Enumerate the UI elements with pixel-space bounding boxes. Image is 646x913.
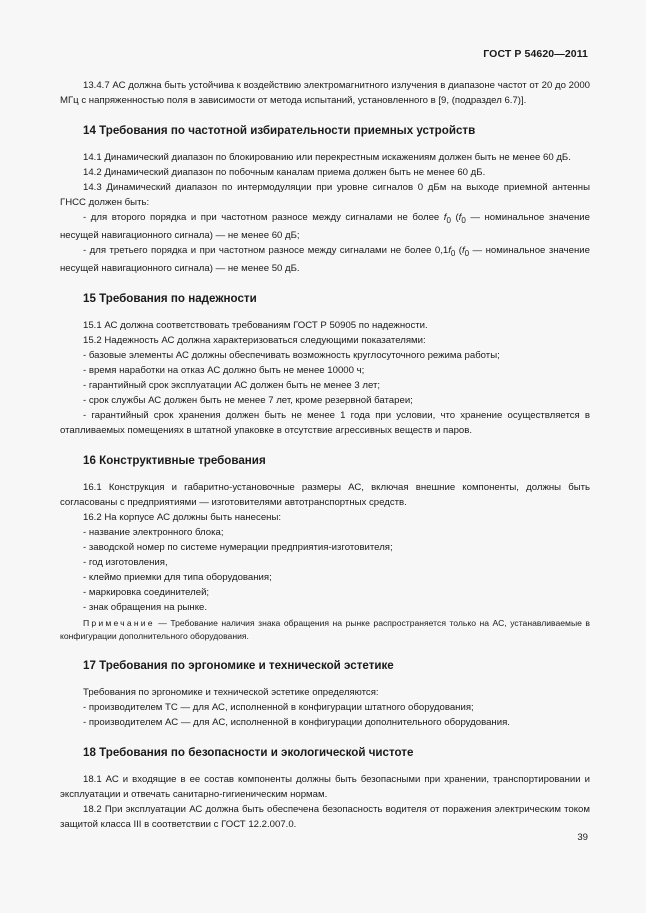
list-item: - срок службы АС должен быть не менее 7 лет, кроме резервной батареи;: [83, 394, 413, 406]
paragraph-18-1: 18.1 АС и входящие в ее состав компоненты должны быть безопасными при хранении, транспортировании и эксплуатации и отвечать санитарно-гигиеническим нормам.: [60, 773, 590, 800]
section-heading-15: 15 Требования по надежности: [83, 291, 257, 305]
list-item: - год изготовления,: [83, 556, 168, 568]
paragraph-15-1: 15.1 АС должна соответствовать требованиям ГОСТ Р 50905 по надежности.: [83, 319, 428, 331]
list-item: - производителем ТС — для АС, исполненной в конфигурации штатного оборудования;: [83, 701, 474, 713]
list-item: - клеймо приемки для типа оборудования;: [83, 571, 272, 583]
paragraph-16-2: 16.2 На корпусе АС должны быть нанесены:: [83, 511, 282, 523]
paragraph-15-2: 15.2 Надежность АС должна характеризоваться следующими показателями:: [83, 334, 426, 346]
note-text: — Требование наличия знака обращения на рынке распространяется только на АС, устанавливаемые в конфигурации дополнительного оборудования.: [60, 617, 590, 641]
page-number: 39: [577, 832, 588, 843]
paragraph-14-2: 14.2 Динамический диапазон по побочным каналам приема должен быть не менее 60 дБ.: [83, 167, 486, 178]
list-item: - гарантийный срок эксплуатации АС должен быть не менее 3 лет;: [83, 379, 381, 391]
paragraph-13-4-7: 13.4.7 АС должна быть устойчива к воздействию электромагнитного излучения в диапазоне частот от 20 до 2000 МГц с напряженностью поля в зависимости от метода испытаний, установленного в [9, (подраздел 6.7)].: [60, 80, 590, 106]
list-item: - время наработки на отказ АС должно быть не менее 10000 ч;: [83, 364, 365, 376]
list-item: - название электронного блока;: [83, 526, 224, 538]
paragraph-17: Требования по эргономике и технической эстетике определяются:: [83, 686, 379, 698]
list-item: - гарантийный срок хранения должен быть не менее 1 года при условии, что хранение осуществляется в отапливаемых помещениях в штатной упаковке в отсутствие агрессивных веществ и паров.: [60, 409, 590, 436]
list-item: - маркировка соединителей;: [83, 586, 210, 598]
list-item: - знак обращения на рынке.: [83, 601, 208, 613]
note: [60, 617, 590, 643]
list-item: - заводской номер по системе нумерации предприятия-изготовителя;: [83, 541, 393, 553]
paragraph-16-1: 16.1 Конструкция и габаритно-установочные размеры АС, включая внешние компоненты, должны быть согласованы с предприятиями — изготовителями автотранспортных средств.: [60, 481, 590, 508]
section-heading-14: 14 Требования по частотной избирательности приемных устройств: [83, 124, 476, 137]
list-item: - базовые элементы АС должны обеспечивать возможность круглосуточного режима работы;: [83, 349, 500, 361]
note-label: Примечание: [83, 617, 155, 628]
list-item: - производителем АС — для АС, исполненной в конфигурации дополнительного оборудования.: [83, 716, 510, 728]
paragraph-14-1: 14.1 Динамический диапазон по блокированию или перекрестным искажениям должен быть не менее 60 дБ.: [83, 152, 571, 163]
section-heading-17: 17 Требования по эргономике и технической эстетике: [83, 658, 394, 672]
list-item-second-order: - для второго порядка и при частотном разносе между сигналами не более $f_0$ ($f_0$ — номинальное значение несущей навигационного сигнала) — не менее 60 дБ;: [60, 212, 590, 241]
page-content: [60, 78, 590, 832]
document-id-header: ГОСТ Р 54620—2011: [483, 48, 588, 60]
section-heading-18: 18 Требования по безопасности и экологической чистоте: [83, 745, 414, 759]
list-item-third-order: - для третьего порядка и при частотном разносе между сигналами не более $0,1f_0$ ($f_0$ — номинальное значение несущей навигационного сигнала) — не менее 50 дБ.: [60, 244, 590, 274]
paragraph-14-3: 14.3 Динамический диапазон по интермодуляции при уровне сигналов 0 дБм на выходе приемной антенны ГНСС должен быть:: [60, 182, 590, 208]
section-heading-16: 16 Конструктивные требования: [83, 453, 266, 467]
paragraph-18-2: 18.2 При эксплуатации АС должна быть обеспечена безопасность водителя от поражения электрическим током защитой класса III в соответствии с ГОСТ 12.2.007.0.: [60, 803, 590, 830]
